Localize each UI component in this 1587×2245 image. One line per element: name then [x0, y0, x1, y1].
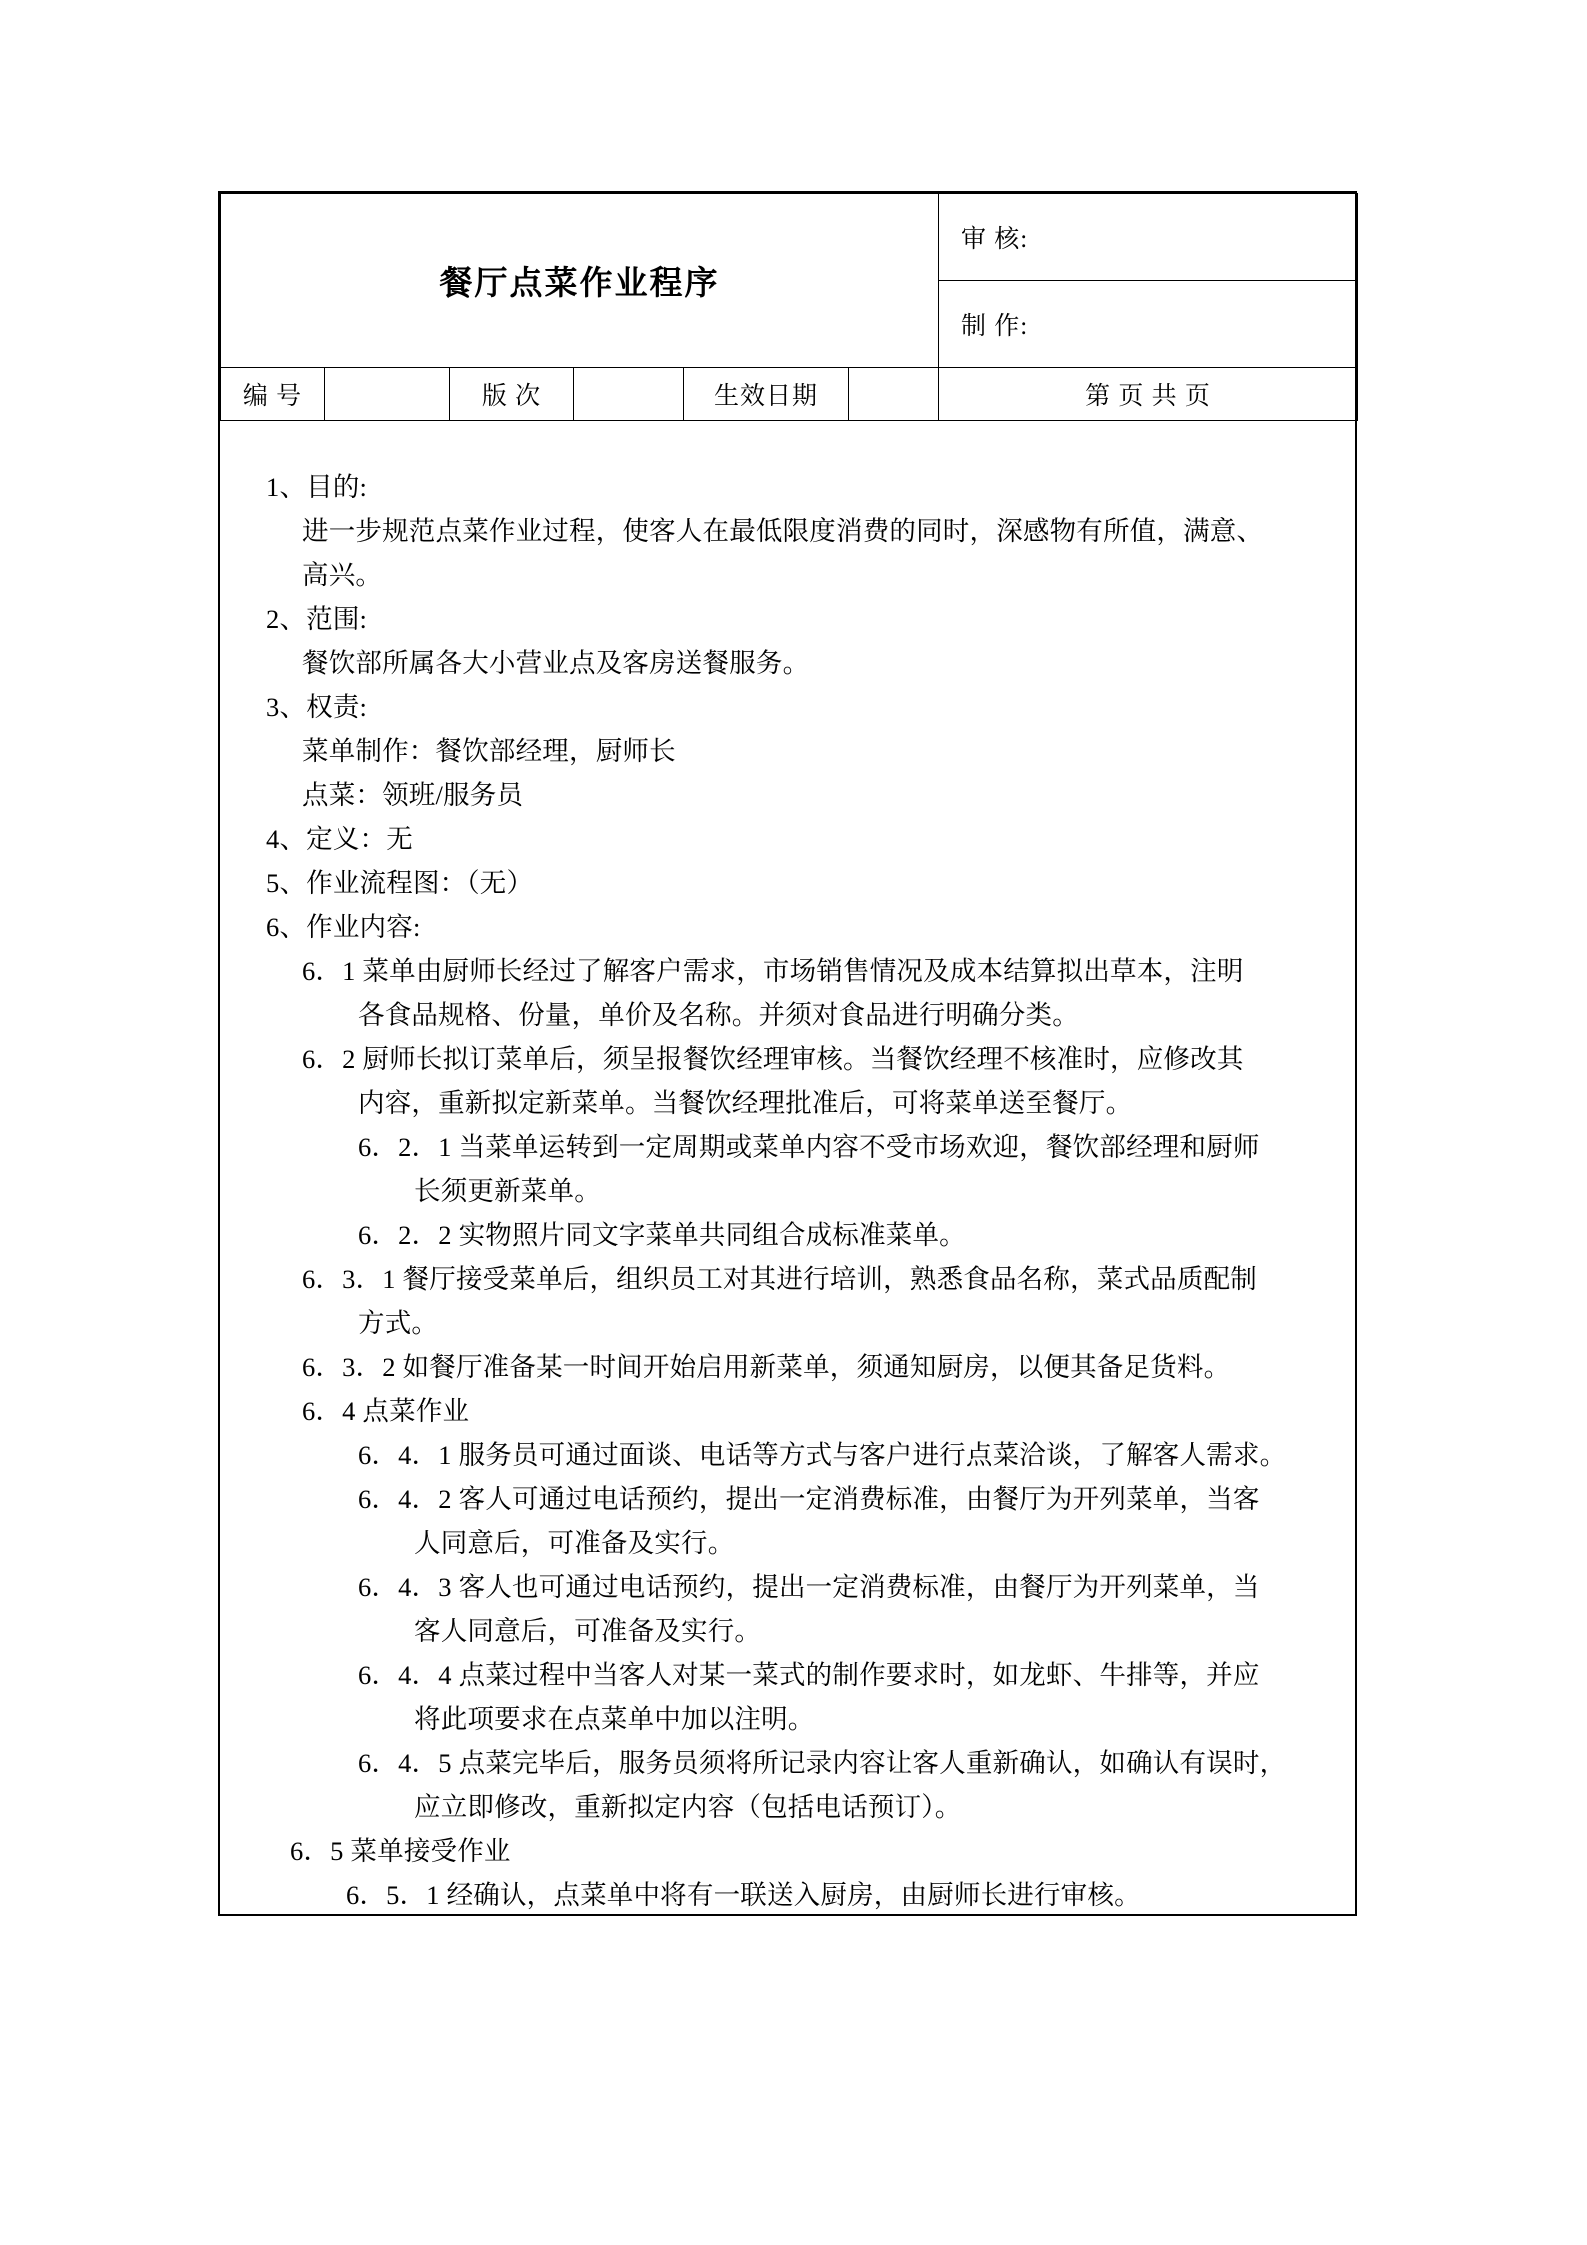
body-line: 将此项要求在点菜单中加以注明。: [414, 1704, 815, 1734]
number-label: 编 号: [221, 368, 325, 421]
body-line: 6．5．1 经确认，点菜单中将有一联送入厨房，由厨师长进行审核。: [346, 1880, 1141, 1910]
body-line: 进一步规范点菜作业过程，使客人在最低限度消费的同时，深感物有所值，满意、: [302, 516, 1264, 546]
body-line: 餐饮部所属各大小营业点及客房送餐服务。: [302, 648, 810, 678]
body-line: 6．3．2 如餐厅准备某一时间开始启用新菜单，须通知厨房，以便其备足货料。: [302, 1352, 1231, 1382]
body-line: 2、范围:: [266, 604, 368, 634]
body-line: 长须更新菜单。: [414, 1176, 601, 1206]
body-line: 6．1 菜单由厨师长经过了解客户需求，市场销售情况及成本结算拟出草本，注明: [302, 956, 1244, 986]
number-value[interactable]: [325, 368, 450, 421]
version-value[interactable]: [574, 368, 684, 421]
body-line: 6．2．1 当菜单运转到一定周期或菜单内容不受市场欢迎，餐饮部经理和厨师: [358, 1132, 1260, 1162]
body-line: 内容，重新拟定新菜单。当餐饮经理批准后，可将菜单送至餐厅。: [358, 1088, 1133, 1118]
body-line: 6．4 点菜作业: [302, 1396, 470, 1426]
body-line: 点菜：领班/服务员: [302, 780, 524, 810]
body-line: 6．4．2 客人可通过电话预约，提出一定消费标准，由餐厅为开列菜单，当客: [358, 1484, 1260, 1514]
body-line: 6．3．1 餐厅接受菜单后，组织员工对其进行培训，熟悉食品名称，菜式品质配制: [302, 1264, 1257, 1294]
body-line: 人同意后，可准备及实行。: [414, 1528, 735, 1558]
page-number-field[interactable]: 第 页 共 页: [939, 368, 1358, 421]
body-line: 6．2．2 实物照片同文字菜单共同组合成标准菜单。: [358, 1220, 966, 1250]
body-line: 客人同意后，可准备及实行。: [414, 1616, 762, 1646]
body-line: 6、作业内容:: [266, 912, 421, 942]
effective-date-label: 生效日期: [684, 368, 849, 421]
body-line: 方式。: [358, 1308, 439, 1338]
body-line: 应立即修改，重新拟定内容（包括电话预订）。: [414, 1792, 962, 1822]
effective-date-value[interactable]: [849, 368, 939, 421]
body-line: 高兴。: [302, 560, 383, 590]
body-line: 6．4．5 点菜完毕后，服务员须将所记录内容让客人重新确认，如确认有误时，: [358, 1748, 1287, 1778]
document-frame: [218, 191, 1357, 1916]
body-line: 6．5 菜单接受作业: [290, 1836, 511, 1866]
body-line: 菜单制作：餐饮部经理，厨师长: [302, 736, 676, 766]
approver-field[interactable]: 审 核:: [939, 194, 1358, 281]
document-header-table: [220, 193, 1358, 421]
version-label: 版 次: [450, 368, 574, 421]
body-line: 各食品规格、份量，单价及名称。并须对食品进行明确分类。: [358, 1000, 1079, 1030]
document-title: 餐厅点菜作业程序: [221, 194, 939, 368]
body-line: 1、目的:: [266, 472, 368, 502]
header-meta-row: [221, 368, 1358, 421]
body-line: 6．2 厨师长拟订菜单后，须呈报餐饮经理审核。当餐饮经理不核准时，应修改其: [302, 1044, 1244, 1074]
body-line: 5、作业流程图：（无）: [266, 868, 534, 898]
header-title-row: [221, 194, 1358, 281]
body-line: 3、权责:: [266, 692, 368, 722]
body-line: 4、定义：无: [266, 824, 413, 854]
body-line: 6．4．1 服务员可通过面谈、电话等方式与客户进行点菜洽谈，了解客人需求。: [358, 1440, 1287, 1470]
preparer-field[interactable]: 制 作:: [939, 281, 1358, 368]
document-body: [220, 421, 1355, 1917]
body-line: 6．4．4 点菜过程中当客人对某一菜式的制作要求时，如龙虾、牛排等，并应: [358, 1660, 1260, 1690]
body-line: 6．4．3 客人也可通过电话预约，提出一定消费标准，由餐厅为开列菜单，当: [358, 1572, 1260, 1602]
